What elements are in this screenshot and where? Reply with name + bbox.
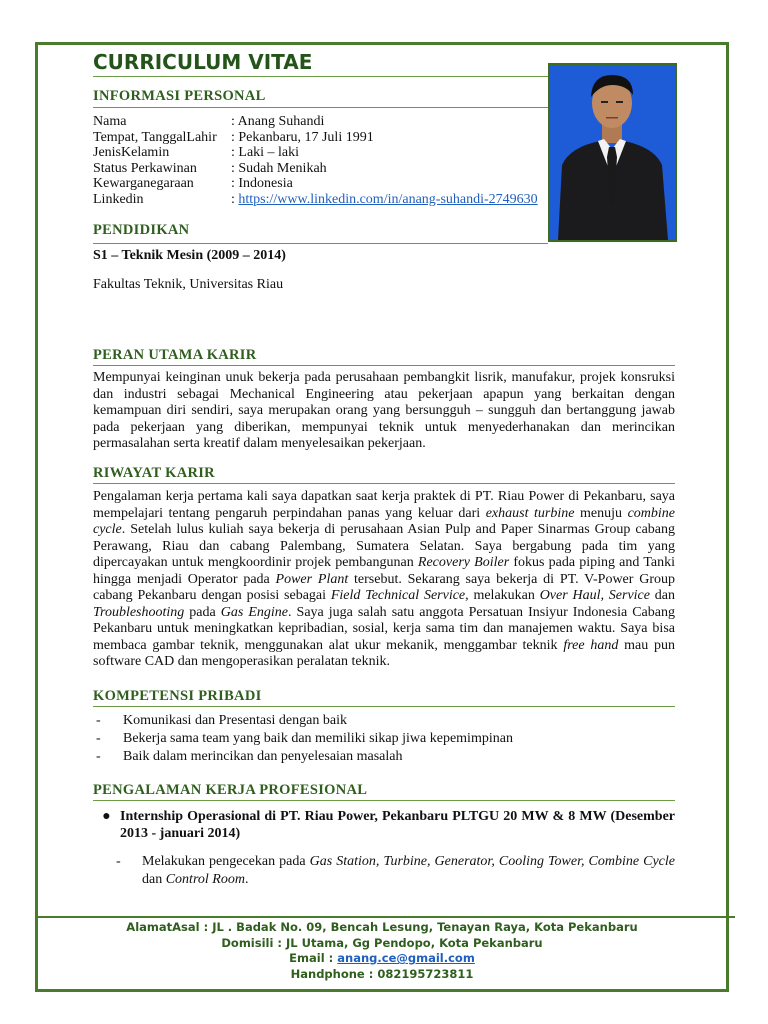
footer-domicile: Domisili : JL Utama, Gg Pendopo, Kota Pekanbaru	[221, 935, 543, 950]
experience-detail: - Melakukan pengecekan pada Gas Station, Turbine, Generator, Cooling Tower, Combine Cycle dan Control Room.	[116, 854, 675, 887]
info-row	[93, 176, 538, 192]
email-link[interactable]: anang.ce@gmail.com	[337, 951, 475, 965]
section-heading-experience: PENGALAMAN KERJA PROFESIONAL	[93, 782, 368, 798]
info-label: Kewarganegaraan	[93, 176, 194, 191]
info-row	[93, 161, 538, 177]
info-row-linkedin	[93, 192, 538, 208]
list-item: - Bekerja sama team yang baik dan memiliki sikap jiwa kepemimpinan	[96, 731, 513, 746]
personal-info-list	[93, 114, 538, 207]
page-title: CURRICULUM VITAE	[93, 50, 313, 74]
title-rule	[93, 76, 548, 77]
info-value: : Laki – laki	[231, 145, 300, 160]
experience-job-title: Internship Operasional di PT. Riau Power, Pekanbaru PLTGU 20 MW & 8 MW (Desember 2013 - januari 2014)	[120, 809, 675, 841]
info-value: : Sudah Menikah	[231, 160, 327, 176]
profile-photo	[548, 63, 677, 242]
info-label: Linkedin	[93, 191, 144, 207]
list-item: - Komunikasi dan Presentasi dengan baik	[96, 713, 347, 728]
education-school: Fakultas Teknik, Universitas Riau	[93, 277, 284, 292]
section-rule	[93, 365, 675, 366]
info-value: : Anang Suhandi	[231, 114, 325, 129]
person-portrait-icon	[550, 65, 675, 240]
footer	[35, 920, 729, 982]
section-rule	[93, 243, 548, 244]
section-heading-career-role: PERAN UTAMA KARIR	[93, 347, 257, 363]
info-value: : Indonesia	[231, 176, 293, 191]
bullet-icon: ●	[102, 809, 111, 824]
history-text: Pengalaman kerja pertama kali saya dapatkan saat kerja praktek di PT. Riau Power di Pekanbaru, saya mempelajari tentang pengaruh perpindahan panas yang keluar dari exhaust turbine menuju combine cycle. Setelah lulus kuliah saya bekerja di perusahaan Asian Pulp and Paper Sinarmas Group cabang Perawang, Riau dan cabang Palembang, Sumatera Selatan. Saya bergabung pada tim yang dipercayakan untuk mengkoordinir projek pembangunan Recovery Boiler fokus pada piping and Tanki hingga menjadi Operator pada Power Plant tersebut. Sekarang saya bekerja di PT. V-Power Group cabang Pekanbaru dengan posisi sebagai Field Technical Service, melakukan Over Haul, Service dan Troubleshooting pada Gas Engine. Saya juga salah satu anggota Persatuan Insiyur Indonesia Cabang Pekanbaru untuk meningkatkan kepribadian, sosial, kerja sama tim dan manajemen waktu. Saya bisa membaca gambar teknik, menggunakan alat ukur mekanik, menggambar teknik free hand mau pun software CAD dan mengoperasikan peralatan teknik.	[93, 489, 676, 669]
section-heading-history: RIWAYAT KARIR	[93, 465, 215, 481]
info-label: JenisKelamin	[93, 145, 170, 160]
info-row	[93, 114, 538, 130]
info-value: : Pekanbaru, 17 Juli 1991	[231, 129, 374, 145]
section-rule	[93, 483, 675, 484]
info-label: Tempat, TanggalLahir	[93, 129, 217, 145]
info-colon: :	[231, 191, 239, 207]
footer-phone: Handphone : 082195723811	[290, 966, 474, 981]
footer-divider	[35, 916, 735, 918]
section-heading-competence: KOMPETENSI PRIBADI	[93, 688, 262, 704]
experience-detail-text: Melakukan pengecekan pada Gas Station, Turbine, Generator, Cooling Tower, Combine Cycle dan Control Room.	[142, 854, 675, 887]
list-item: - Baik dalam merincikan dan penyelesaian masalah	[96, 749, 403, 764]
section-rule	[93, 800, 675, 801]
education-degree: S1 – Teknik Mesin (2009 – 2014)	[93, 248, 286, 263]
competence-list	[93, 712, 513, 766]
info-label: Nama	[93, 114, 127, 129]
info-label: Status Perkawinan	[93, 160, 197, 176]
footer-email: Email : anang.ce@gmail.com	[289, 951, 475, 965]
section-rule	[93, 706, 675, 707]
linkedin-link[interactable]: https://www.linkedin.com/in/anang-suhandi-2749630	[238, 191, 538, 207]
info-row	[93, 145, 538, 161]
section-rule	[93, 107, 548, 108]
section-heading-education: PENDIDIKAN	[93, 222, 190, 238]
footer-address: AlamatAsal : JL . Badak No. 09, Bencah Lesung, Tenayan Raya, Kota Pekanbaru	[126, 920, 638, 934]
career-role-text: Mempunyai keinginan unuk bekerja pada perusahaan pembangkit lisrik, manufakur, projek konsruksi dan industri sebagai Mechanical Engineering atau pekerjaan apapun yang berkaitan dengan kemampuan diri sendiri, saya merupakan orang yang bersungguh – sungguh dan bertanggung jawab pada pekerjaan yang diberikan, mempunyai teknik untuk menyederhanakan dan merincikan permasalahan serta kreatif dalam menyelesaikan pekerjaan.	[93, 370, 675, 451]
info-row	[93, 130, 538, 146]
experience-job	[93, 808, 675, 842]
section-heading-personal: INFORMASI PERSONAL	[93, 88, 266, 104]
